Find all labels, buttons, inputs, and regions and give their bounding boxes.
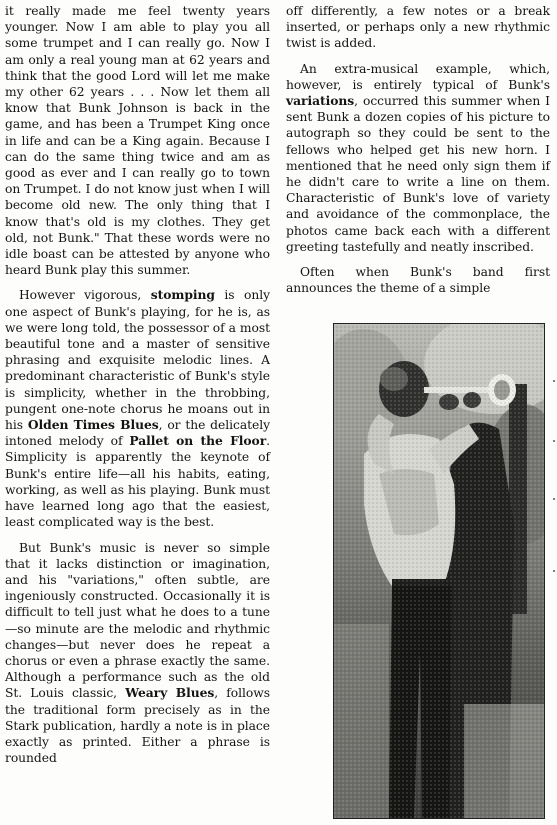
text-run: , or the delicately intoned melody of (5, 418, 271, 449)
paragraph-continued: off differently, a few notes or a break inserted, or perhaps only a new rhythmic twist is added. (286, 4, 550, 51)
paragraph-theme: Often when Bunk's band first announces the theme of a simple (286, 265, 550, 296)
paragraph-variations (5, 540, 270, 767)
photo-illustration (334, 324, 544, 818)
text-run: , follows the traditional form precisely as in the Stark publication, hardly a note is in place exactly as printed. Either a phrase is rounded (5, 686, 270, 766)
paragraph-stomping (5, 287, 270, 530)
margin-marks (551, 380, 555, 580)
paragraph-autograph (286, 61, 550, 255)
text-run: , occurred this summer when I sent Bunk a dozen copies of his picture to autograph so they could be sent to the fellows who helped get his new horn. I mentioned that he need only sign them if he didn't care to write a line on them. Characteristic of Bunk's love of variety and avoidance of the commonplace, the photos came back each with a different greeting tastefully and neatly inscribed. (286, 94, 550, 254)
trumpet-player-photo-icon (333, 323, 545, 819)
right-column (286, 3, 550, 305)
left-column (5, 3, 270, 775)
bold-term: stomping (150, 287, 215, 303)
song-title: Weary Blues (125, 685, 215, 701)
text-run: However vigorous, (19, 288, 151, 303)
song-title: Pallet on the Floor (129, 433, 267, 449)
paragraph-continued: it really made me feel twenty years younger. Now I am able to play you all some trumpet and I can really go. Now I am only a real young man at 62 years and think that the good Lord will let me make my other 62 years . . . Now let them all know that Bunk Johnson is back in the game, and has been a Trumpet King once in life and can be a King again. Because I can do the same thing twice and am as good as ever and I can really go to town on Trumpet. I do not know just when I will become old new. The only thing that I know that's old is my clothes. They get old, not Bunk." That these words were no idle boast can be attested by anyone who heard Bunk play this summer. (5, 4, 270, 278)
text-run: But Bunk's music is never so simple that it lacks distinction or imagination, and his "variations," often subtle, are ingeniously constructed. Occasionally it is difficult to tell just what he does to a tune—so minute are the melodic and rhythmic changes—but never does he repeat a chorus or even a phrase exactly the same. Although a performance such as the old St. Louis classic, (5, 540, 270, 701)
song-title: Olden Times Blues (27, 417, 159, 433)
text-run: is only one aspect of Bunk's playing, for he is, as we were long told, the possessor of a most beautiful tone and a master of sensitive phrasing and exquisite melodic lines. A predominant characteristic of Bunk's style is simplicity, whether in the throbbing, pungent one-note chorus he moans out in his (5, 288, 270, 433)
bold-term: variations (286, 93, 355, 109)
text-run: An extra-musical example, which, however, is entirely typical of Bunk's (286, 61, 550, 92)
text-run: . Simplicity is apparently the keynote of Bunk's entire life—all his habits, eating, working, as well as his playing. Bunk must have learned long ago that the easiest, least complicated way is the best. (5, 434, 270, 530)
